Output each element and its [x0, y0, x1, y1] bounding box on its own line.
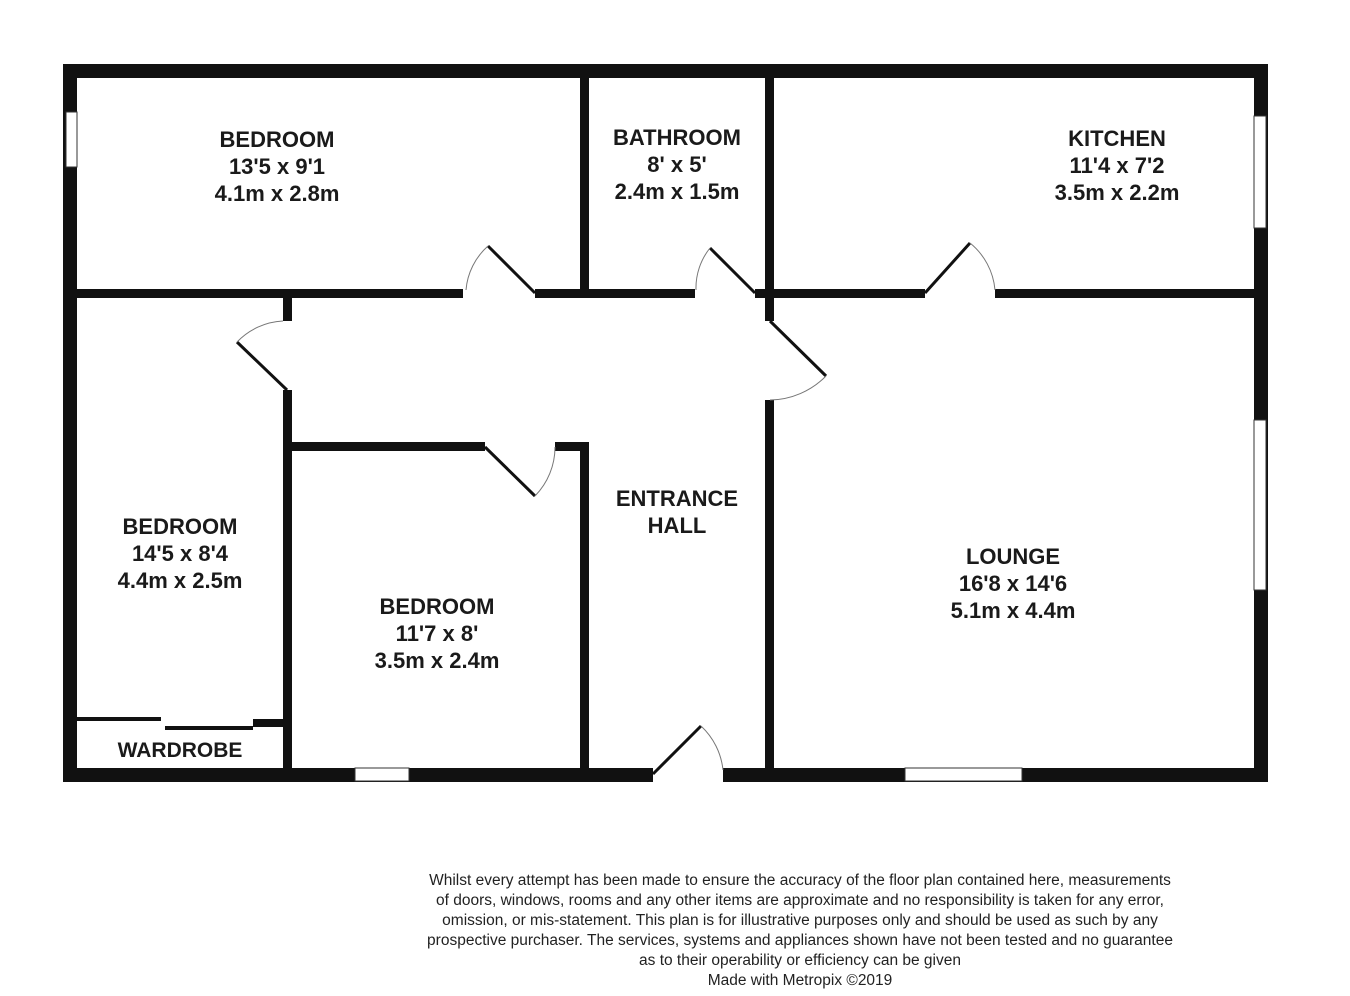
room-label-bedroom-middle: [337, 593, 537, 674]
wall-bedroom-top-hall-b: [535, 289, 695, 298]
room-name: LOUNGE: [965, 544, 1061, 569]
wall-bedroom-middle-top-b: [555, 442, 589, 451]
wall-bedroom-top-hall-a: [63, 289, 463, 298]
credit-line: Made with Metropix ©2019: [707, 972, 893, 989]
room-size-imperial: 14'5 x 8'4: [131, 541, 229, 566]
wardrobe-rail-a: [77, 717, 161, 721]
wardrobe-rail-b: [165, 726, 253, 730]
room-size-imperial: 13'5 x 9'1: [228, 154, 326, 179]
room-label-bedroom-left: [80, 513, 280, 594]
room-size-imperial: 8' x 5': [647, 152, 707, 177]
door-lounge: [770, 321, 826, 400]
room-size-imperial: 16'8 x 14'6: [958, 571, 1068, 596]
window-lounge-bottom: [905, 768, 1022, 781]
disclaimer-line: of doors, windows, rooms and any other items are approximate and no responsibility is taken for any error,: [435, 892, 1164, 909]
door-bedroom-top: [466, 246, 535, 293]
room-name: BEDROOM: [379, 594, 495, 619]
wall-hall-lounge-upper: [765, 297, 774, 321]
room-name-line2: HALL: [647, 513, 707, 538]
room-label-wardrobe: [80, 737, 280, 764]
room-name: KITCHEN: [1068, 126, 1166, 151]
window-bedroom-middle: [355, 768, 409, 781]
disclaimer-line: as to their operability or efficiency can be given: [639, 952, 961, 969]
wall-bedroom-middle-hall: [580, 442, 589, 772]
door-bathroom: [696, 248, 755, 293]
door-kitchen: [925, 243, 995, 293]
wardrobe-post: [253, 719, 283, 727]
room-label-bathroom: [577, 124, 777, 205]
room-name: WARDROBE: [117, 739, 243, 762]
room-name-line1: ENTRANCE: [615, 486, 739, 511]
door-entrance: [653, 726, 723, 774]
room-name: BEDROOM: [219, 127, 335, 152]
disclaimer-text: [360, 871, 1240, 991]
room-label-entrance-hall: [592, 485, 762, 539]
room-label-lounge: [913, 543, 1113, 624]
wall-hall-bedroom-left: [283, 297, 292, 321]
window-bedroom-top: [66, 112, 77, 167]
room-name: BEDROOM: [122, 514, 238, 539]
outer-wall-top: [63, 64, 1268, 78]
room-size-metric: 3.5m x 2.4m: [374, 648, 500, 673]
room-size-metric: 5.1m x 4.4m: [950, 598, 1076, 623]
disclaimer-line: prospective purchaser. The services, systems and appliances shown have not been tested and no guarantee: [427, 932, 1173, 949]
wall-bathroom-hall: [755, 289, 925, 298]
room-label-bedroom-top: [177, 126, 377, 207]
wall-kitchen-lounge: [995, 289, 1265, 298]
window-lounge-right: [1254, 420, 1266, 590]
room-size-metric: 4.1m x 2.8m: [214, 181, 340, 206]
room-size-metric: 2.4m x 1.5m: [614, 179, 740, 204]
room-size-metric: 4.4m x 2.5m: [117, 568, 243, 593]
wall-hall-lounge-lower: [765, 400, 774, 772]
room-name: BATHROOM: [613, 125, 741, 150]
outer-wall-left: [63, 64, 77, 782]
windows: [66, 112, 1266, 781]
disclaimer-line: Whilst every attempt has been made to ensure the accuracy of the floor plan contained here, measurements: [429, 872, 1171, 889]
door-bedroom-middle: [485, 447, 555, 496]
disclaimer-line: omission, or mis-statement. This plan is for illustrative purposes only and should be used as such by any: [442, 912, 1158, 929]
wall-bedroom-middle-top-a: [283, 442, 485, 451]
door-bedroom-left: [237, 321, 287, 390]
room-size-metric: 3.5m x 2.2m: [1054, 180, 1180, 205]
window-kitchen: [1254, 116, 1266, 228]
room-label-kitchen: [1017, 125, 1217, 206]
room-size-imperial: 11'7 x 8': [395, 621, 479, 646]
room-size-imperial: 11'4 x 7'2: [1069, 153, 1165, 178]
